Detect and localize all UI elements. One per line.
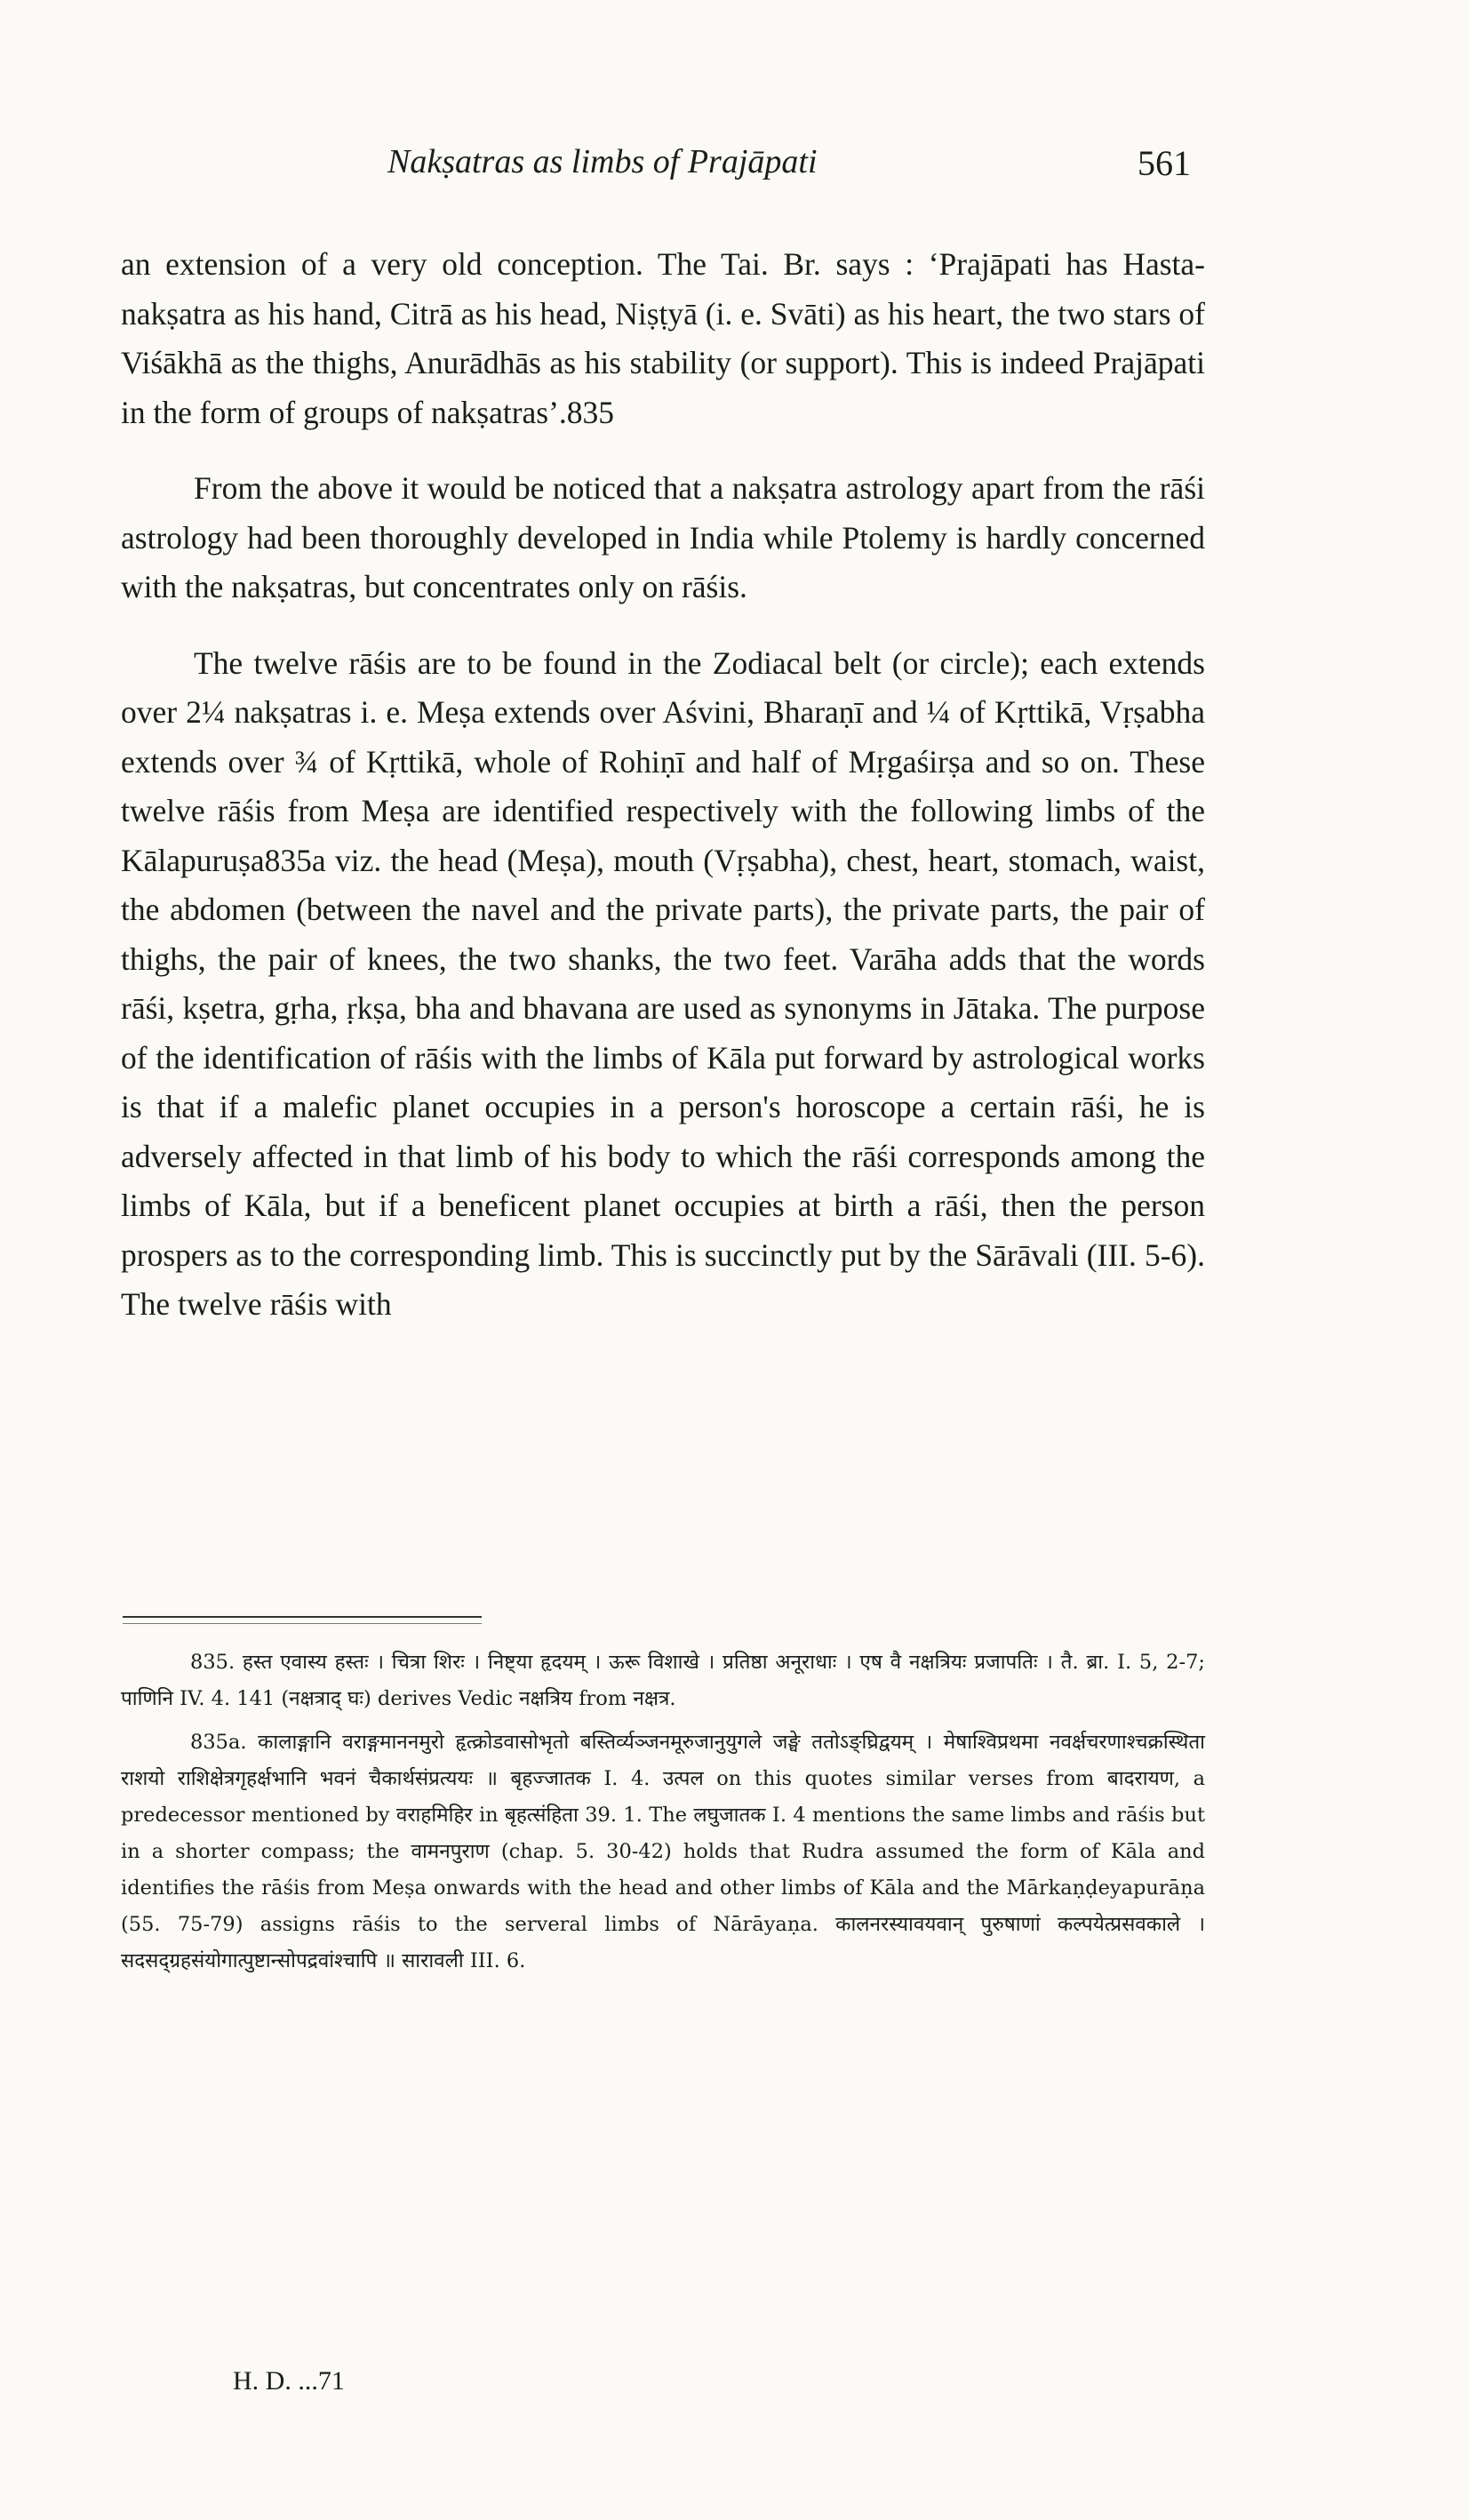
footnote: 835. हस्त एवास्य हस्तः । चित्रा शिरः । निष्ट्या हृदयम् । ऊरू विशाखे । प्रतिष्ठा अनूराधाः । एष वै नक्षत्रियः प्रजापतिः । तै. ब्रा. I. 5, 2-7; पाणिनि IV. 4. 141 (नक्षत्राद् घः) derives Vedic नक्षत्रिय from नक्षत्र. bbox=[121, 1651, 1205, 1710]
paragraph: From the above it would be noticed that a nakṣatra astrology apart from the rāśi astrology had been thoroughly developed in India while Ptolemy is hardly concerned with the nakṣatras, but concentrates only on rāśis. bbox=[121, 470, 1205, 604]
page-number: 561 bbox=[1138, 143, 1191, 183]
paragraph: The twelve rāśis are to be found in the Zodiacal belt (or circle); each extends over 2¼ nakṣatras i. e. Meṣa extends over Aśvini, Bharaṇī and ¼ of Kṛttikā, Vṛṣabha extends over ¾ of Kṛttikā, whole of Rohiṇī and half of Mṛgaśirṣa and so on. These twelve rāśis from Meṣa are identified respectively with the following limbs of the Kālapuruṣa835a viz. the head (Meṣa), mouth (Vṛṣabha), chest, heart, stomach, waist, the abdomen (between the navel and the private parts), the private parts, the pair of thighs, the pair of knees, the two shanks, the two feet. Varāha adds that the words rāśi, kṣetra, gṛha, ṛkṣa, bha and bhavana are used as synonyms in Jātaka. The purpose of the identification of rāśis with the limbs of Kāla put forward by astrological works is that if a malefic planet occupies in a person's horoscope a certain rāśi, he is adversely affected in that limb of his body to which the rāśi corresponds among the limbs of Kāla, but if a beneficent planet occupies at birth a rāśi, then the person prospers as to the corresponding limb. This is succinctly put by the Sārāvali (III. 5-6). The twelve rāśis with bbox=[121, 644, 1205, 1322]
footnote: 835a. कालाङ्गानि वराङ्गमाननमुरो हृत्क्रोडवासोभृतो बस्तिर्व्यञ्जनमूरुजानुयुगले जङ्घे ततोऽङ्घ्रिद्वयम् । मेषाश्विप्रथमा नवर्क्षचरणाश्चक्रस्थिता राशयो राशिक्षेत्रगृहर्क्षभानि भवनं चैकार्थसंप्रत्ययः ॥ बृहज्जातक I. 4. उत्पल on this quotes similar verses from बादरायण, a predecessor mentioned by वराहमिहिर in बृहत्संहिता 39. 1. The लघुजातक I. 4 mentions the same limbs and rāśis but in a shorter compass; the वामनपुराण (chap. 5. 30-42) holds that Rudra assumed the form of Kāla and identifies the rāśis from Meṣa onwards with the head and other limbs of Kāla and the Mārkaṇḍeyapurāṇa (55. 75-79) assigns rāśis to the serveral limbs of Nārāyaṇa. कालनरस्यावयवान् पुरुषाणां कल्पयेत्प्रसवकाले । सदसद्ग्रहसंयोगात्पुष्टान्सोपद्रवांश्चापि ॥ सारावली III. 6. bbox=[121, 1731, 1205, 1972]
footnote-divider bbox=[123, 1616, 482, 1624]
paragraph: an extension of a very old conception. The Tai. Br. says : ‘Prajāpati has Hasta-nakṣatra as his hand, Citrā as his head, Niṣṭyā (i. e. Svāti) as his heart, the two stars of Viśākhā as the thighs, Anurādhās as his stability (or support). This is indeed Prajāpati in the form of groups of nakṣatras’.835 bbox=[121, 246, 1205, 430]
footnotes bbox=[121, 1644, 1205, 1980]
printer-signature: H. D. ...71 bbox=[233, 2366, 345, 2396]
running-title: Nakṣatras as limbs of Prajāpati bbox=[387, 143, 818, 180]
main-text bbox=[121, 240, 1205, 1330]
